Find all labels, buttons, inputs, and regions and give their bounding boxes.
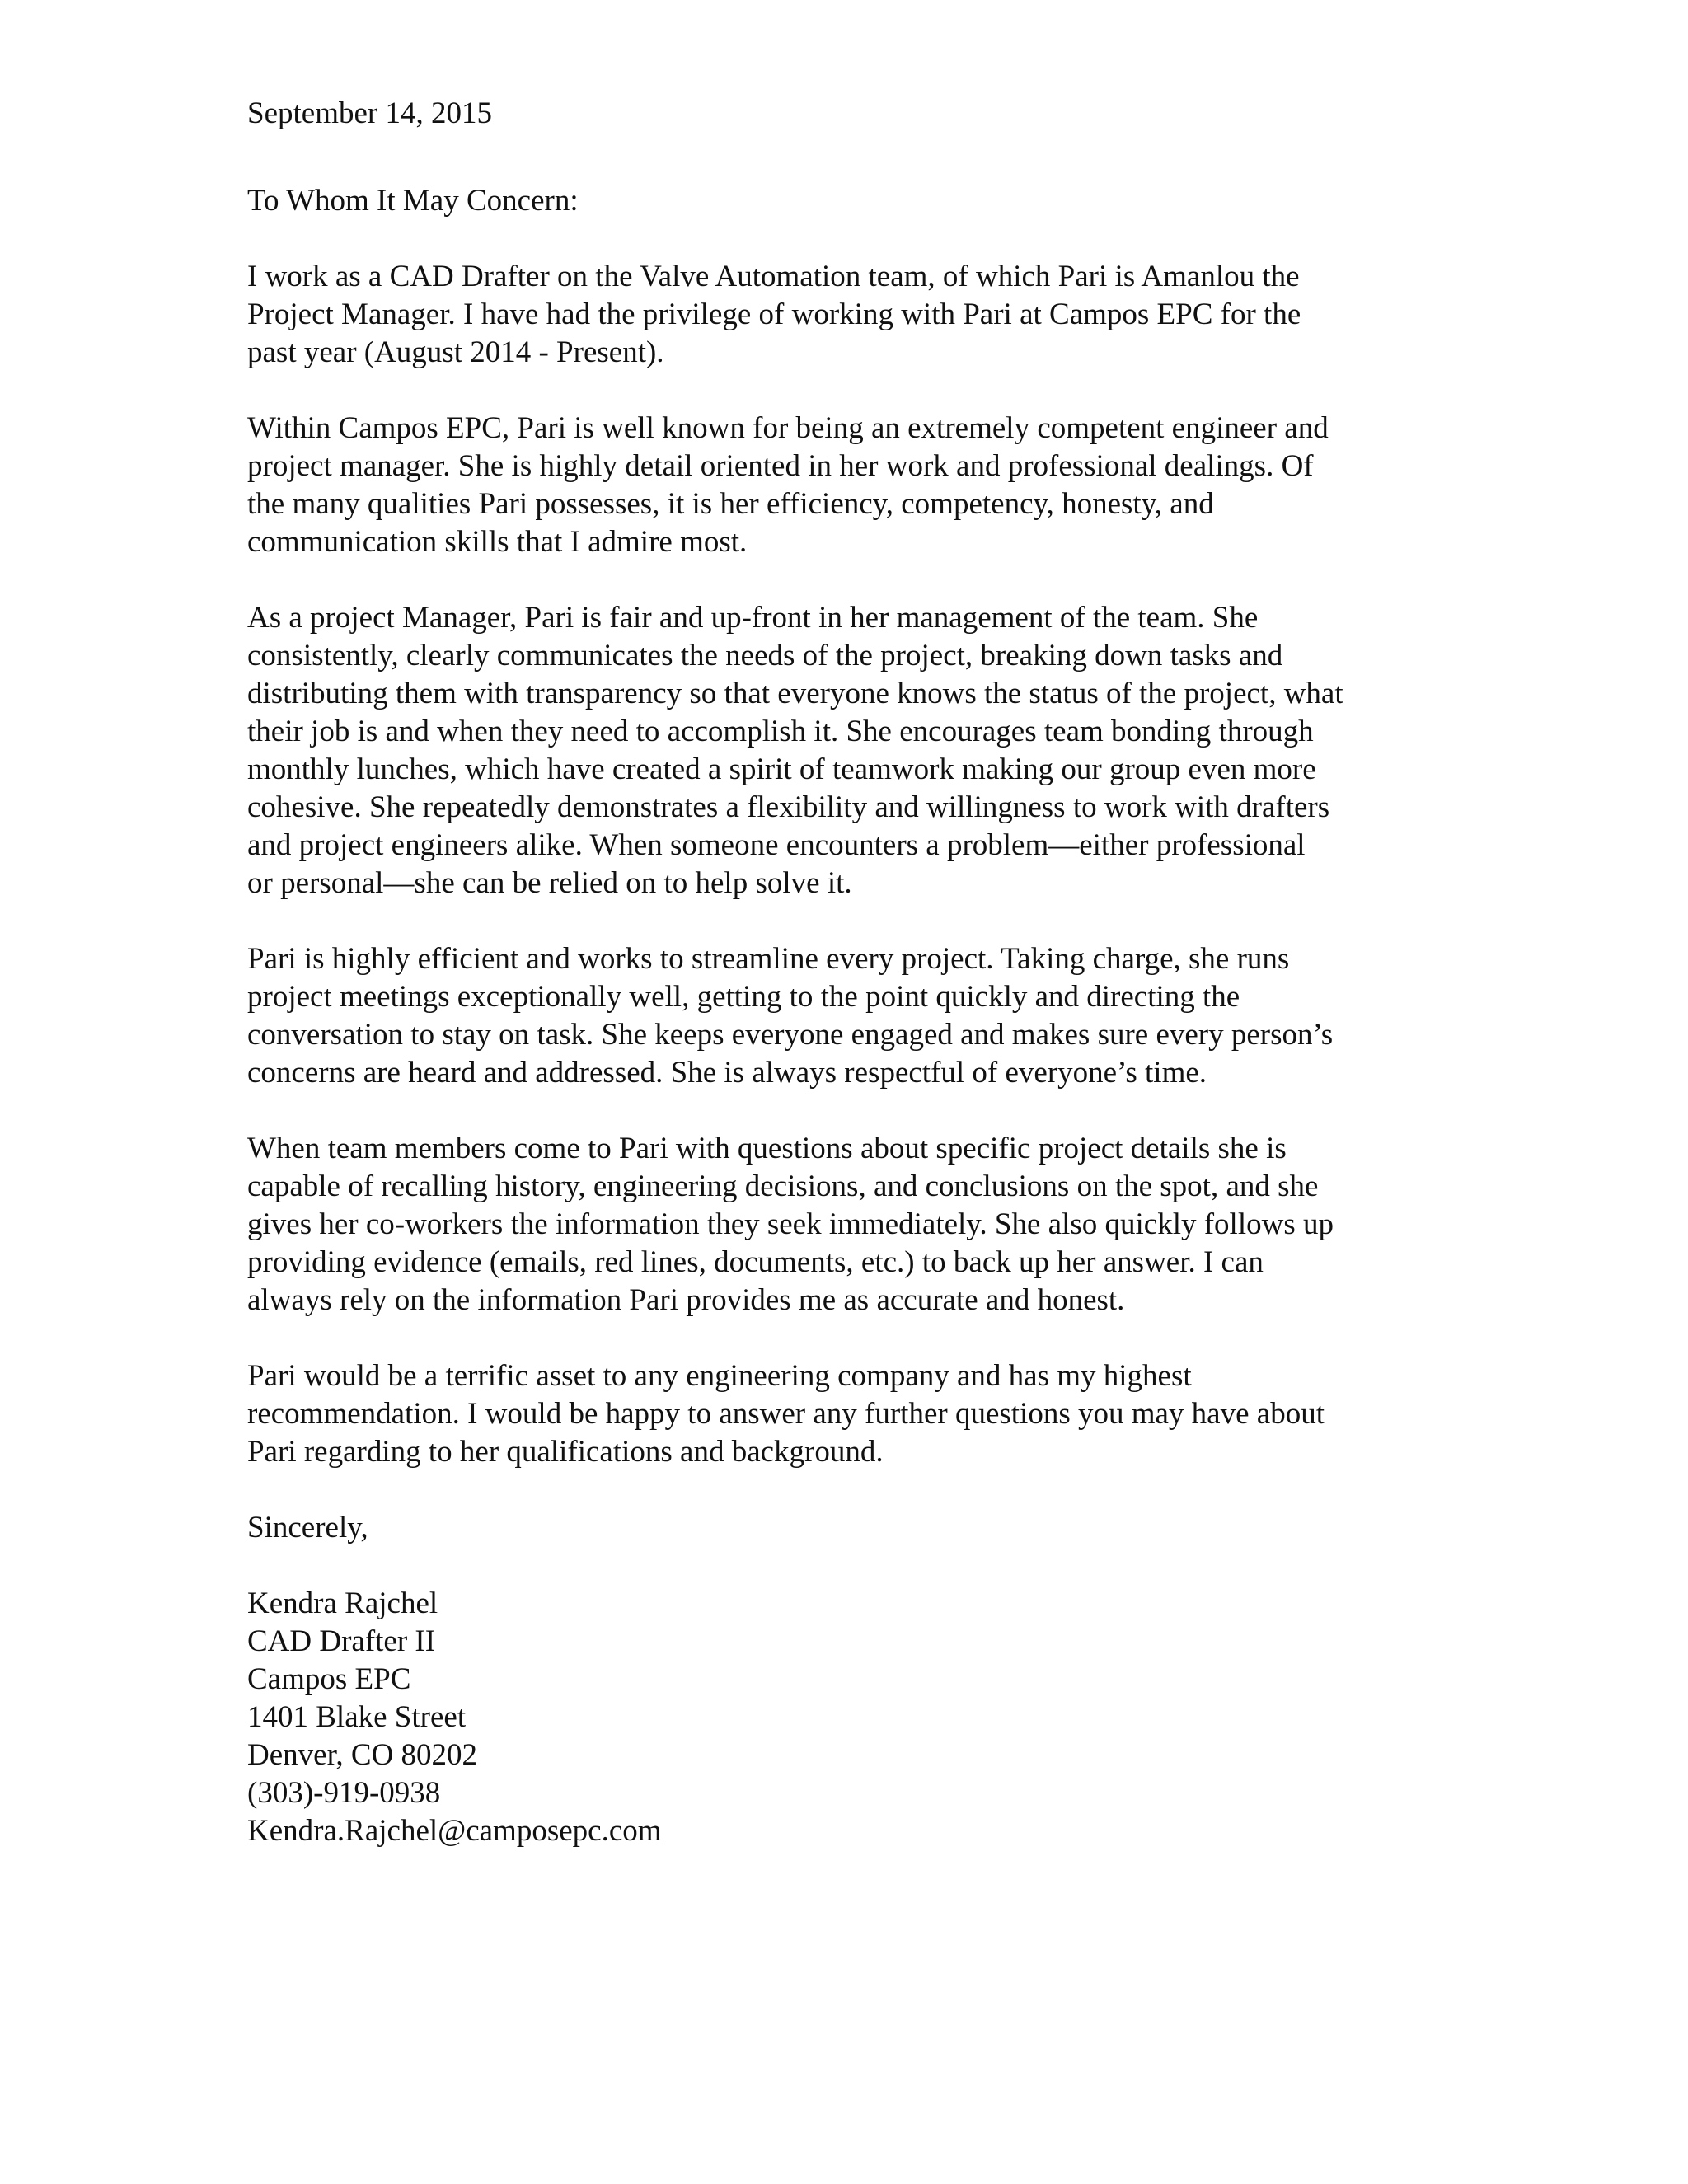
paragraph-line: I work as a CAD Drafter on the Valve Automation team, of which Pari is Amanlou the	[247, 260, 1300, 293]
paragraph-line: When team members come to Pari with questions about specific project details she is	[247, 1132, 1287, 1165]
letter-salutation: To Whom It May Concern:	[247, 184, 579, 218]
paragraph-line: Pari would be a terrific asset to any engineering company and has my highest	[247, 1359, 1192, 1393]
paragraph-line: gives her co-workers the information they seek immediately. She also quickly follows up	[247, 1207, 1334, 1241]
paragraph-line: the many qualities Pari possesses, it is her efficiency, competency, honesty, and	[247, 487, 1214, 521]
letter-date: September 14, 2015	[247, 96, 492, 130]
paragraph-line: and project engineers alike. When someone encounters a problem—either professional	[247, 828, 1306, 862]
paragraph-line: communication skills that I admire most.	[247, 525, 748, 559]
paragraph-line: past year (August 2014 - Present).	[247, 335, 664, 369]
paragraph-line: project meetings exceptionally well, getting to the point quickly and directing the	[247, 980, 1240, 1014]
paragraph-line: Pari regarding to her qualifications and background.	[247, 1435, 884, 1469]
paragraph-line: recommendation. I would be happy to answer any further questions you may have about	[247, 1397, 1325, 1431]
paragraph-line: their job is and when they need to accomplish it. She encourages team bonding through	[247, 715, 1314, 748]
paragraph-1	[247, 258, 1451, 372]
signer-phone: (303)-919-0938	[247, 1776, 441, 1810]
paragraph-line: cohesive. She repeatedly demonstrates a flexibility and willingness to work with drafters	[247, 790, 1330, 824]
paragraph-line: Pari is highly efficient and works to streamline every project. Taking charge, she runs	[247, 942, 1290, 976]
paragraph-4	[247, 940, 1451, 1092]
paragraph-line: capable of recalling history, engineering decisions, and conclusions on the spot, and she	[247, 1169, 1319, 1203]
signer-title: CAD Drafter II	[247, 1624, 436, 1658]
paragraph-line: project manager. She is highly detail oriented in her work and professional dealings. Of	[247, 449, 1314, 483]
letter-closing: Sincerely,	[247, 1511, 368, 1544]
paragraph-3	[247, 599, 1451, 902]
paragraph-line: providing evidence (emails, red lines, documents, etc.) to back up her answer. I can	[247, 1245, 1264, 1279]
paragraph-6	[247, 1357, 1451, 1471]
letter-body	[247, 95, 1451, 1850]
paragraph-2	[247, 410, 1451, 561]
paragraph-line: distributing them with transparency so that everyone knows the status of the project, what	[247, 677, 1343, 710]
signer-city-state-zip: Denver, CO 80202	[247, 1738, 478, 1772]
signer-email: Kendra.Rajchel@camposepc.com	[247, 1814, 662, 1848]
paragraph-line: Project Manager. I have had the privilege of working with Pari at Campos EPC for the	[247, 298, 1301, 331]
signer-name: Kendra Rajchel	[247, 1586, 438, 1620]
paragraph-line: As a project Manager, Pari is fair and up-front in her management of the team. She	[247, 601, 1259, 635]
paragraph-line: consistently, clearly communicates the needs of the project, breaking down tasks and	[247, 639, 1283, 673]
paragraph-line: or personal—she can be relied on to help solve it.	[247, 866, 852, 900]
paragraph-line: conversation to stay on task. She keeps everyone engaged and makes sure every person’s	[247, 1018, 1334, 1052]
paragraph-line: Within Campos EPC, Pari is well known for being an extremely competent engineer and	[247, 411, 1329, 445]
signer-company: Campos EPC	[247, 1662, 411, 1696]
signer-street: 1401 Blake Street	[247, 1700, 467, 1734]
signature-block	[247, 1585, 1451, 1850]
paragraph-5	[247, 1130, 1451, 1319]
paragraph-line: always rely on the information Pari provides me as accurate and honest.	[247, 1283, 1125, 1317]
paragraph-line: monthly lunches, which have created a spirit of teamwork making our group even more	[247, 752, 1316, 786]
paragraph-line: concerns are heard and addressed. She is always respectful of everyone’s time.	[247, 1056, 1207, 1090]
